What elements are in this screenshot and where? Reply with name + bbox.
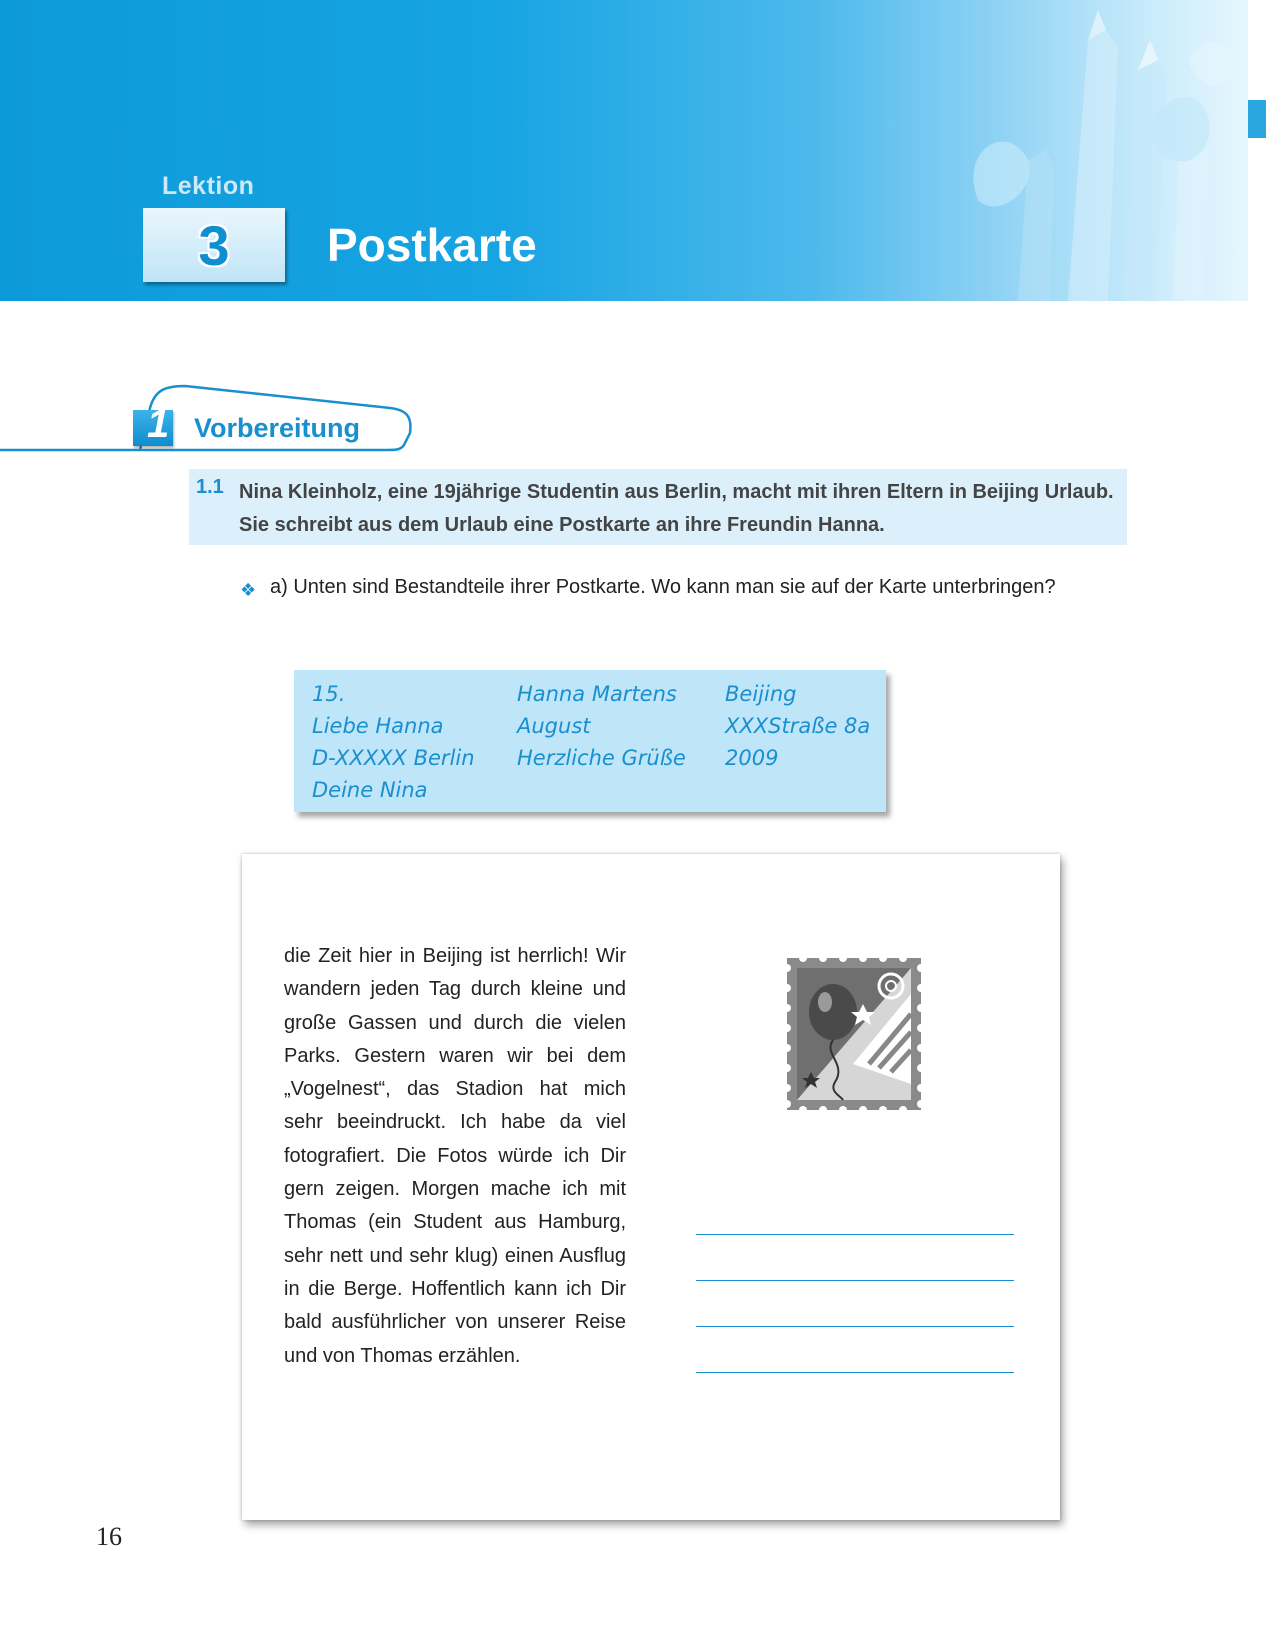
page-number: 16 — [96, 1522, 122, 1551]
balloon-party-stamp-icon — [783, 954, 925, 1114]
address-line — [696, 1372, 1014, 1373]
word-item: 2009 — [725, 746, 779, 770]
word-column-2 — [517, 678, 686, 774]
section-number: 1 — [147, 402, 170, 446]
word-item: D-XXXXX Berlin — [312, 746, 475, 770]
task-number: 1.1 — [196, 476, 224, 498]
task-text: Nina Kleinholz, eine 19jährige Studentin aus Berlin, macht mit ihren Eltern in Beijing Urlaub. Sie schreibt aus dem Urlaub eine Postkarte an ihre Freundin Hanna. — [239, 481, 1114, 536]
page-title: Postkarte — [327, 219, 537, 271]
postcard — [242, 854, 1060, 1520]
word-column-1 — [312, 678, 475, 806]
side-tab-marker — [1248, 100, 1266, 138]
word-bank-box — [294, 670, 886, 812]
word-item: Hanna Martens — [517, 682, 677, 706]
word-column-3 — [725, 678, 870, 774]
word-item: Beijing — [725, 682, 797, 706]
address-line — [696, 1280, 1014, 1281]
section-title: Vorbereitung — [194, 413, 361, 443]
postcard-message: die Zeit hier in Beijing ist herrlich! Wir wandern jeden Tag durch kleine und große Gassen und durch die vielen Parks. Gestern waren wir bei dem „Vogelnest“, das Stadion hat mich sehr beeindruckt. Ich habe da viel fotografiert. Die Fotos würde ich Dir gern zeigen. Morgen mache ich mit Thomas (ein Student aus Hamburg, sehr nett und sehr klug) einen Ausflug in die Berge. Hoffentlich kann ich Dir bald ausführlicher von unserer Reise und von Thomas erzählen. — [284, 945, 626, 1367]
address-line — [696, 1326, 1014, 1327]
lektion-number: 3 — [198, 213, 230, 277]
diamond-bullet-icon: ❖ — [240, 580, 257, 601]
word-item: August — [517, 714, 591, 738]
word-item: Herzliche Grüße — [517, 746, 686, 770]
lektion-label: Lektion — [162, 172, 255, 200]
lektion-number-box — [143, 208, 285, 282]
word-item: Deine Nina — [312, 778, 428, 802]
word-item: Liebe Hanna — [312, 714, 444, 738]
subtask-instruction: a) Unten sind Bestandteile ihrer Postkarte. Wo kann man sie auf der Karte unterbringen? — [270, 576, 1056, 598]
pencils-illustration — [918, 0, 1248, 301]
address-line — [696, 1234, 1014, 1235]
word-item: XXXStraße 8a — [725, 714, 871, 738]
word-item: 15. — [312, 682, 346, 706]
